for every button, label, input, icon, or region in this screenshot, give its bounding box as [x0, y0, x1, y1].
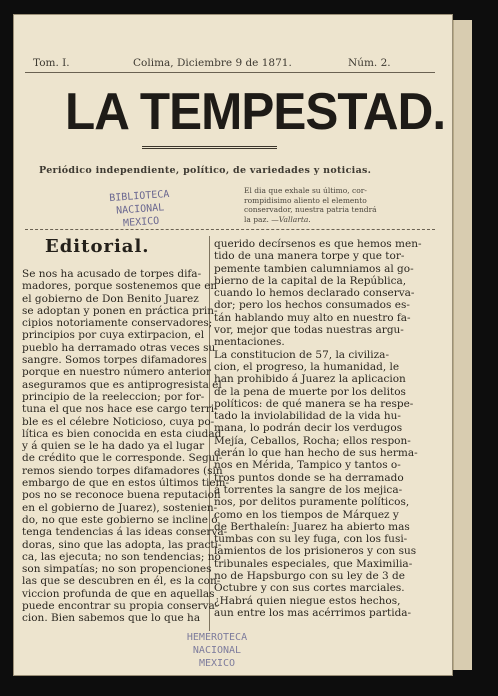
text-line: La constitucion de 57, la civiliza-	[214, 348, 389, 361]
text-line: viccion profunda de que en aquellas	[22, 587, 215, 600]
masthead-rule	[142, 146, 277, 149]
stamp-line: MEXICO	[122, 215, 160, 230]
text-line: lamientos de los prisioneros y con sus	[214, 545, 417, 558]
stamp-line: MEXICO	[198, 658, 236, 669]
text-line: de la pena de muerte por los delitos	[214, 385, 406, 398]
text-line: tuna el que nos hace ese cargo terri-	[22, 403, 218, 416]
text-line: Mejía, Ceballos, Rocha; ellos respon-	[214, 434, 411, 447]
stamp-line: BIBLIOTECA NACIONAL	[108, 188, 170, 217]
text-line: aun entre los mas acérrimos partida-	[214, 606, 412, 619]
text-line: lítica es bien conocida en esta ciudad	[22, 427, 222, 440]
text-line: nos en Mérida, Tampico y tantos o-	[214, 459, 401, 472]
text-line: mentaciones.	[214, 336, 285, 349]
text-line: como en los tiempos de Márquez y	[214, 508, 399, 521]
text-line: se adoptan y ponen en práctica prin-	[22, 304, 218, 317]
text-line: políticos: de qué manera se ha respe-	[214, 397, 414, 410]
text-line: de crédito que le corresponde. Segui-	[22, 452, 223, 465]
text-line: sangre. Somos torpes difamadores	[22, 354, 207, 367]
text-line: pueblo ha derramado otras veces su	[22, 341, 216, 354]
text-line: pemente tambien calumniamos al go-	[214, 262, 414, 275]
text-line: cion. Bien sabemos que lo que ha	[22, 612, 201, 625]
library-stamp	[84, 186, 196, 230]
text-line: mana, lo podrán decir los verdugos	[214, 422, 403, 435]
text-line: madores, porque sostenemos que en	[22, 280, 218, 293]
text-line: aseguramos que es antiprogresista el	[22, 378, 222, 391]
text-line: á torrentes la sangre de los mejica-	[214, 483, 403, 496]
text-line: Se nos ha acusado de torpes difa-	[22, 268, 202, 280]
text-line: las que se descubren en él, es la con-	[22, 575, 221, 588]
epigraph-line: rompidisimo aliento el elemento	[244, 195, 367, 205]
text-line: son simpatías; no son propenciones	[22, 563, 212, 576]
header-rule	[25, 72, 435, 73]
text-line: vor, mejor que todas nuestras argu-	[214, 324, 404, 337]
text-line: tribunales especiales, que Maximilia-	[214, 557, 413, 570]
text-line: tido de una manera torpe y que tor-	[214, 250, 405, 263]
text-line: cipios notoriamente conservadores;	[22, 317, 213, 330]
text-line: dor; pero los hechos consumados es-	[214, 299, 410, 312]
text-line: cuando lo hemos declarado conserva-	[214, 287, 415, 300]
epigraph-line-text: la paz.	[244, 214, 269, 224]
text-line: bierno de la capital de la República,	[214, 274, 407, 287]
section-heading: Editorial.	[45, 236, 150, 257]
text-line: y á quien se le ha dado ya el lugar	[22, 440, 205, 453]
text-line: ble es el célebre Noticioso, cuya po-	[22, 415, 215, 428]
volume-label: Tom. I.	[33, 57, 70, 69]
text-line: Octubre y con sus cortes marciales.	[214, 582, 405, 595]
text-line: puede encontrar su propia conserva-	[22, 600, 219, 613]
text-line: remos siendo torpes difamadores (sin	[22, 464, 223, 477]
text-line: principios por cuya extirpacion, el	[22, 329, 205, 342]
text-line: doras, sino que las adopta, las practi-	[22, 538, 222, 551]
text-line: principio de la reeleccion; por for-	[22, 390, 205, 403]
article-column-right	[214, 238, 432, 619]
page-binding-edge	[453, 20, 472, 670]
text-line: pos no se reconoce buena reputacion	[22, 489, 221, 502]
text-line: porque en nuestro número anterior	[22, 366, 211, 379]
issue-number: Núm. 2.	[348, 57, 391, 69]
text-line: tros puntos donde se ha derramado	[214, 471, 404, 484]
hemeroteca-stamp	[162, 631, 272, 670]
section-rule	[25, 229, 435, 230]
masthead-subtitle: Periódico independiente, político, de variedades y noticias.	[39, 165, 372, 176]
article-column-left	[22, 268, 230, 625]
epigraph-line: conservador, nuestra patria tendrá	[244, 205, 377, 214]
epigraph-author: —Vallarta.	[271, 214, 311, 224]
text-line: ca, las ejecuta; no son tendencias; no	[22, 550, 221, 563]
text-line: el gobierno de Don Benito Juarez	[22, 292, 199, 305]
masthead-title: LA TEMPESTAD.	[65, 83, 446, 141]
text-line: embargo de que en estos últimos tiem-	[22, 477, 230, 490]
text-line: tenga tendencias á las ideas conserva-	[22, 526, 228, 539]
text-line: tado la inviolabilidad de la vida hu-	[214, 410, 401, 423]
epigraph	[244, 186, 404, 224]
stamp-line: HEMEROTECA NACIONAL	[186, 632, 248, 656]
date-line: Colima, Diciembre 9 de 1871.	[133, 57, 292, 69]
text-line: cion, el progreso, la humanidad, le	[214, 360, 400, 373]
text-line: ¿Habrá quien niegue estos hechos,	[214, 594, 401, 607]
text-line: tán hablando muy alto en nuestro fa-	[214, 311, 411, 324]
text-line: en el gobierno de Juarez), sostenien-	[22, 501, 218, 514]
epigraph-line: El dia que exhale su último, cor-	[244, 186, 367, 195]
text-line: do, no que este gobierno se incline ó	[22, 513, 218, 526]
epigraph-line	[244, 215, 404, 225]
text-line: derán lo que han hecho de sus herma-	[214, 447, 418, 460]
text-line: de Berthaleín: Juarez ha abierto mas	[214, 520, 410, 533]
text-line: no de Hapsburgo con su ley de 3 de	[214, 570, 405, 583]
text-line: tumbas con su ley fuga, con los fusi-	[214, 533, 408, 546]
text-line: nos, por delitos puramente políticos,	[214, 496, 410, 509]
text-line: han prohibido á Juarez la aplicacion	[214, 373, 406, 386]
text-line: querido decírsenos es que hemos men-	[214, 238, 422, 250]
